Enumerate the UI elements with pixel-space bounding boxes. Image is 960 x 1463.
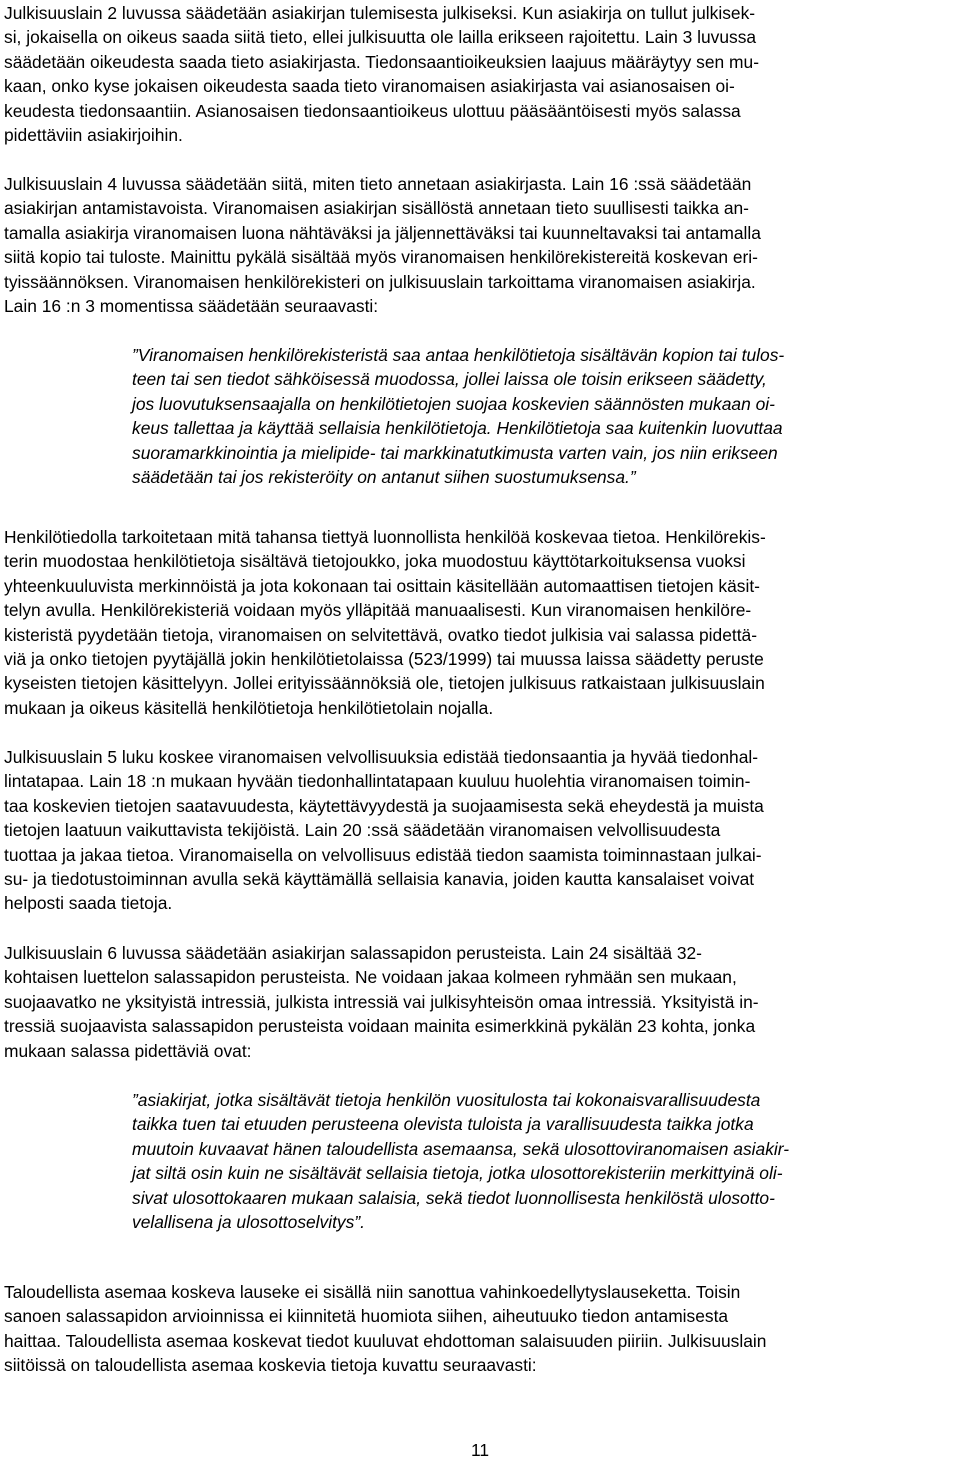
- quote-line: taikka tuen tai etuuden perusteena olevista tuloista ja varallisuudesta taikka jotka: [132, 1114, 754, 1135]
- paragraph-document-access: [4, 1, 956, 147]
- text-line: telyn avulla. Henkilörekisteriä voidaan myös ylläpitää manuaalisesti. Kun viranomaisen henkilöre-: [4, 600, 752, 621]
- text-line: asiakirjan antamistavoista. Viranomaisen asiakirjan sisällöstä annetaan tieto suullisesti taikka an-: [4, 198, 749, 219]
- quote-line: suoramarkkinointia ja mielipide- tai markkinatutkimusta varten vain, jos niin erikseen: [132, 442, 778, 463]
- text-line: helposti saada tietoja.: [4, 893, 173, 914]
- text-line: sanoen salassapidon arvioinnissa ei kiinnitetä huomiota siihen, aiheutuuko tiedon antamisesta: [4, 1306, 729, 1327]
- quote-line: ”Viranomaisen henkilörekisteristä saa antaa henkilötietoja sisältävän kopion tai tulos-: [132, 345, 785, 365]
- text-line: mukaan ja oikeus käsitellä henkilötietoja henkilötietolain nojalla.: [4, 697, 494, 718]
- text-line: tressiä suojaavista salassapidon perusteista voidaan mainita esimerkkinä pykälän 23 kohta, jonka: [4, 1016, 756, 1037]
- quote-line: keus tallettaa ja käyttää sellaisia henkilötietoja. Henkilötietoja saa kuitenkin luovuttaa: [132, 418, 783, 439]
- paragraph-disclosure-methods: [4, 172, 956, 318]
- text-line: yhteenkuuluvista merkinnöistä ja jota kokonaan tai osittain käsitellään automaattisen tietojen käsit-: [4, 575, 760, 596]
- quote-line: velallisena ja ulosottoselvitys”.: [132, 1212, 365, 1233]
- text-line: tamalla asiakirja viranomaisen luona nähtäväksi ja jäljennettäväksi tai kuunneltavaksi tai antamalla: [4, 222, 761, 243]
- quote-line: jos luovutuksensaajalla on henkilötietojen suojaa koskevien säännösten mukaan oi-: [132, 393, 775, 414]
- quote-line: säädetään tai jos rekisteröity on antanut siihen suostumuksensa.”: [132, 467, 636, 488]
- paragraph-information-management: [4, 745, 956, 916]
- text-line: kyseisten tietojen käsittelyyn. Jollei erityissäännöksiä ole, tietojen julkisuus ratkaistaan julkisuuslain: [4, 673, 765, 694]
- text-line: säädetään oikeudesta saada tieto asiakirjasta. Tiedonsaantioikeuksien laajuus määräytyy sen mu-: [4, 51, 760, 72]
- text-line: Julkisuuslain 6 luvussa säädetään asiakirjan salassapidon perusteista. Lain 24 sisältää 32-: [4, 943, 702, 963]
- text-line: Taloudellista asemaa koskeva lauseke ei sisällä niin sanottua vahinkoedellytyslauseketta. Toisin: [4, 1282, 741, 1302]
- text-line: tuottaa ja jakaa tietoa. Viranomaisella on velvollisuus edistää tiedon saamista toiminnastaan julkai-: [4, 844, 762, 865]
- text-line: Julkisuuslain 2 luvussa säädetään asiakirjan tulemisesta julkiseksi. Kun asiakirja on tullut julkisek-: [4, 3, 756, 23]
- block-quote-personal-data: [132, 343, 956, 489]
- text-line: tyissäännöksen. Viranomaisen henkilörekisteri on julkisuuslain tarkoittama viranomaisen asiakirja.: [4, 271, 756, 292]
- text-line: tietojen laatuun vaikuttavista tekijöistä. Lain 20 :ssä säädetään viranomaisen velvollisuudesta: [4, 820, 721, 841]
- quote-line: jat siltä osin kuin ne sisältävät sellaisia tietoja, jotka ulosottorekisteriin merkittyinä oli-: [132, 1163, 783, 1184]
- paragraph-damage-condition: [4, 1280, 956, 1378]
- paragraph-personal-data-register: [4, 525, 956, 720]
- text-line: taa koskevien tietojen saatavuudesta, käytettävyydestä ja suojaamisesta sekä eheydestä ja muista: [4, 795, 764, 816]
- text-line: mukaan salassa pidettäviä ovat:: [4, 1040, 252, 1061]
- text-line: viä ja onko tietojen pyytäjällä jokin henkilötietolaissa (523/1999) tai muussa laissa säädetty peruste: [4, 649, 764, 670]
- quote-line: ”asiakirjat, jotka sisältävät tietoja henkilön vuositulosta tai kokonaisvarallisuudesta: [132, 1090, 761, 1110]
- text-line: kohtaisen luettelon salassapidon perusteista. Ne voidaan jakaa kolmeen ryhmään sen mukaan,: [4, 967, 737, 988]
- text-line: suojaavatko ne yksityistä intressiä, julkista intressiä vai julkisyhteisön omaa intressiä. Yksityistä in-: [4, 991, 759, 1012]
- text-line: terin muodostaa henkilötietoja sisältävä tietojoukko, joka muodostuu käyttötarkoituksensa vuoksi: [4, 551, 746, 572]
- text-line: Henkilötiedolla tarkoitetaan mitä tahansa tiettyä luonnollista henkilöä koskevaa tietoa. Henkilörekis-: [4, 527, 766, 547]
- text-line: Julkisuuslain 4 luvussa säädetään siitä, miten tieto annetaan asiakirjasta. Lain 16 :ssä säädetään: [4, 174, 752, 194]
- text-line: keudesta tiedonsaantiin. Asianosaisen tiedonsaantioikeus ulottuu pääsääntöisesti myös salassa: [4, 100, 741, 121]
- text-line: haittaa. Taloudellista asemaa koskevat tiedot kuuluvat ehdottoman salaisuuden piiriin. Julkisuuslain: [4, 1330, 767, 1351]
- quote-line: teen tai sen tiedot sähköisessä muodossa, jollei laissa ole toisin erikseen säädetty,: [132, 369, 767, 390]
- text-line: lintatapaa. Lain 18 :n mukaan hyvään tiedonhallintatapaan kuuluu huolehtia viranomaisen toimin-: [4, 771, 751, 792]
- block-quote-financial-position: [132, 1088, 956, 1234]
- quote-line: sivat ulosottokaaren mukaan salaisia, sekä tiedot luonnollisesta henkilöstä ulosotto-: [132, 1187, 775, 1208]
- quote-line: muutoin kuvaavat hänen taloudellista asemaansa, sekä ulosottoviranomaisen asiakir-: [132, 1138, 790, 1159]
- text-line: su- ja tiedotustoiminnan avulla sekä käyttämällä sellaisia kanavia, joiden kautta kansalaiset voivat: [4, 869, 755, 890]
- text-line: siitä kopio tai tuloste. Mainittu pykälä sisältää myös viranomaisen henkilörekistereitä koskevan eri-: [4, 247, 758, 268]
- text-line: si, jokaisella on oikeus saada siitä tieto, ellei julkisuutta ole lailla erikseen rajoitettu. Lain 3 luvussa: [4, 27, 757, 48]
- text-line: pidettäviin asiakirjoihin.: [4, 125, 183, 146]
- text-line: kisteristä pyydetään tietoja, viranomaisen on selvitettävä, ovatko tiedot julkisia vai salassa pidettä-: [4, 624, 758, 645]
- text-line: siitöissä on taloudellista asemaa koskevia tietoja kuvattu seuraavasti:: [4, 1355, 537, 1376]
- text-line: kaan, onko kyse jokaisen oikeudesta saada tieto viranomaisen asiakirjasta vai asianosaisen oi-: [4, 76, 735, 97]
- page-number: 11: [470, 1440, 490, 1460]
- text-line: Lain 16 :n 3 momentissa säädetään seuraavasti:: [4, 296, 379, 317]
- paragraph-secrecy-grounds: [4, 941, 956, 1063]
- text-line: Julkisuuslain 5 luku koskee viranomaisen velvollisuuksia edistää tiedonsaantia ja hyvää tiedonhal-: [4, 747, 759, 767]
